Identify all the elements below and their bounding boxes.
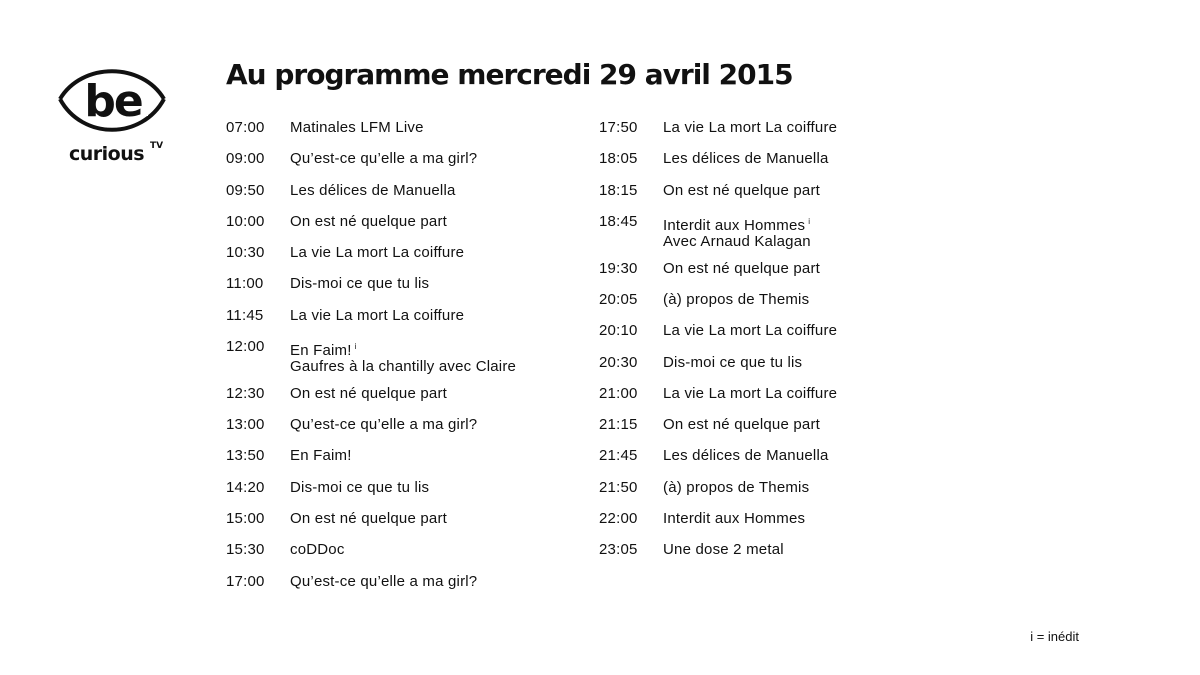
- entry-info: [663, 292, 809, 308]
- entry-info: [663, 120, 837, 136]
- entry-title: Les délices de Manuella: [663, 150, 829, 168]
- schedule-entry: [226, 308, 586, 339]
- entry-info: [290, 183, 456, 199]
- entry-title-line: [663, 120, 837, 136]
- entry-title: On est né quelque part: [663, 259, 821, 277]
- entry-time: 14:20: [226, 478, 265, 496]
- entry-title: La vie La mort La coiffure: [663, 384, 838, 402]
- entry-title: Interdit aux Hommes: [663, 510, 806, 528]
- entry-title-line: [290, 339, 516, 359]
- entry-info: [663, 448, 829, 464]
- logo-superscript: TV: [150, 141, 164, 151]
- schedule-entry: [226, 151, 586, 182]
- schedule-entry: [226, 480, 586, 511]
- entry-info: [663, 355, 802, 371]
- entry-title-line: [290, 574, 477, 590]
- entry-time: 13:00: [226, 416, 265, 434]
- entry-time: 11:45: [226, 306, 264, 324]
- entry-time: 18:15: [599, 181, 638, 199]
- schedule-entry: [226, 339, 586, 386]
- entry-title: La vie La mort La coiffure: [290, 306, 465, 324]
- entry-title-line: [290, 480, 429, 496]
- entry-info: [290, 542, 345, 558]
- entry-info: [290, 245, 464, 261]
- schedule-entry: [226, 417, 586, 448]
- entry-time: 23:05: [599, 541, 638, 559]
- entry-title: On est né quelque part: [290, 384, 448, 402]
- entry-time: 17:50: [599, 119, 638, 136]
- entry-info: [663, 511, 805, 527]
- entry-title: Les délices de Manuella: [663, 447, 829, 465]
- entry-title: Dis-moi ce que tu lis: [290, 478, 430, 496]
- new-episode-marker: i: [354, 342, 357, 352]
- entry-title-line: [663, 183, 820, 199]
- entry-title-line: [663, 511, 805, 527]
- entry-title-line: [663, 355, 802, 371]
- entry-title-line: [290, 542, 345, 558]
- entry-info: [663, 386, 837, 402]
- entry-title: On est né quelque part: [290, 510, 448, 528]
- entry-title-line: [663, 261, 820, 277]
- schedule-entry: [599, 120, 979, 151]
- entry-time: 10:30: [226, 244, 265, 262]
- entry-time: 21:00: [599, 384, 638, 402]
- entry-title-line: [290, 214, 447, 230]
- entry-time: 12:00: [226, 338, 265, 356]
- entry-time: 21:50: [599, 478, 638, 496]
- entry-title-line: [290, 120, 424, 136]
- entry-title-line: [290, 448, 352, 464]
- entry-info: [290, 339, 516, 375]
- schedule-entry: [226, 276, 586, 307]
- entry-time: 15:00: [226, 510, 265, 528]
- schedule-entry: [226, 511, 586, 542]
- schedule-entry: [599, 214, 979, 261]
- entry-info: [663, 542, 784, 558]
- entry-title-line: [290, 151, 477, 167]
- entry-info: [290, 480, 429, 496]
- entry-time: 12:30: [226, 384, 265, 402]
- entry-time: 09:00: [226, 150, 265, 168]
- entry-title: La vie La mort La coiffure: [290, 244, 465, 262]
- entry-title-line: [663, 417, 820, 433]
- entry-time: 18:45: [599, 212, 638, 230]
- entry-subtitle: Gaufres à la chantilly avec Claire: [290, 358, 517, 376]
- entry-title-line: [663, 151, 829, 167]
- entry-title: Dis-moi ce que tu lis: [663, 353, 803, 371]
- entry-info: [290, 120, 424, 136]
- entry-info: [663, 261, 820, 277]
- entry-time: 13:50: [226, 447, 265, 465]
- entry-info: [290, 448, 352, 464]
- entry-title: Une dose 2 metal: [663, 541, 784, 559]
- entry-time: 19:30: [599, 259, 638, 277]
- entry-title-line: [290, 276, 429, 292]
- entry-title: Dis-moi ce que tu lis: [290, 275, 430, 293]
- entry-title: Interdit aux Hommes: [663, 216, 806, 234]
- entry-title-line: [663, 542, 784, 558]
- schedule-entry: [599, 386, 979, 417]
- entry-info: [290, 574, 477, 590]
- entry-title-line: [290, 183, 456, 199]
- schedule-entry: [599, 292, 979, 323]
- entry-time: 07:00: [226, 119, 265, 136]
- page-title: Au programme mercredi 29 avril 2015: [226, 58, 793, 91]
- schedule-entry: [599, 448, 979, 479]
- entry-title: On est né quelque part: [663, 181, 821, 199]
- entry-time: 17:00: [226, 572, 265, 590]
- schedule-entry: [226, 542, 586, 573]
- schedule-entry: [599, 151, 979, 182]
- schedule-left-column: [226, 120, 586, 605]
- logo-subword: curious: [69, 143, 145, 165]
- logo-wordmark: be: [84, 76, 142, 127]
- entry-info: [290, 511, 447, 527]
- entry-info: [663, 151, 829, 167]
- schedule-entry: [226, 214, 586, 245]
- eye-icon: [58, 66, 168, 166]
- entry-info: [290, 308, 464, 324]
- entry-info: [663, 417, 820, 433]
- entry-time: 18:05: [599, 150, 638, 168]
- schedule-entry: [226, 386, 586, 417]
- entry-info: [663, 323, 837, 339]
- entry-time: 09:50: [226, 181, 265, 199]
- entry-title: (à) propos de Themis: [663, 478, 810, 496]
- schedule-entry: [226, 448, 586, 479]
- schedule-entry: [599, 480, 979, 511]
- entry-time: 22:00: [599, 510, 638, 528]
- schedule-entry: [599, 183, 979, 214]
- footnote: i = inédit: [1030, 629, 1079, 644]
- entry-time: 20:30: [599, 353, 638, 371]
- entry-title-line: [290, 511, 447, 527]
- entry-info: [663, 480, 809, 496]
- logo: [58, 66, 168, 166]
- schedule-entry: [226, 245, 586, 276]
- entry-title: Les délices de Manuella: [290, 181, 456, 199]
- entry-info: [663, 183, 820, 199]
- schedule-entry: [226, 574, 586, 605]
- entry-title: Qu’est-ce qu’elle a ma girl?: [290, 572, 478, 590]
- new-episode-marker: i: [808, 216, 811, 226]
- entry-title: coDDoc: [290, 541, 345, 559]
- entry-title-line: [290, 386, 447, 402]
- entry-title-line: [290, 245, 464, 261]
- schedule-right-column: [599, 120, 979, 574]
- schedule-entry: [599, 355, 979, 386]
- entry-title: (à) propos de Themis: [663, 290, 810, 308]
- entry-title: Matinales LFM Live: [290, 119, 424, 136]
- entry-info: [290, 276, 429, 292]
- entry-time: 10:00: [226, 212, 265, 230]
- entry-title: On est né quelque part: [290, 212, 448, 230]
- entry-subtitle: Avec Arnaud Kalagan: [663, 232, 811, 250]
- entry-title: Qu’est-ce qu’elle a ma girl?: [290, 150, 478, 168]
- entry-info: [290, 214, 447, 230]
- entry-info: [663, 214, 811, 250]
- schedule-entry: [599, 511, 979, 542]
- entry-title-line: [663, 480, 809, 496]
- entry-info: [290, 151, 477, 167]
- entry-title-line: [663, 214, 811, 234]
- schedule-entry: [226, 183, 586, 214]
- entry-title-line: [663, 292, 809, 308]
- entry-time: 20:05: [599, 290, 638, 308]
- entry-time: 11:00: [226, 275, 264, 293]
- entry-info: [290, 417, 477, 433]
- schedule-entry: [599, 542, 979, 573]
- entry-title-line: [663, 448, 829, 464]
- entry-title-line: [663, 323, 837, 339]
- entry-title-line: [290, 308, 464, 324]
- entry-info: [290, 386, 447, 402]
- entry-title: La vie La mort La coiffure: [663, 322, 838, 340]
- entry-title: Qu’est-ce qu’elle a ma girl?: [290, 416, 478, 434]
- schedule-entry: [599, 261, 979, 292]
- entry-time: 21:15: [599, 416, 638, 434]
- entry-title-line: [663, 386, 837, 402]
- entry-time: 20:10: [599, 322, 638, 340]
- entry-time: 15:30: [226, 541, 265, 559]
- entry-time: 21:45: [599, 447, 638, 465]
- entry-title: En Faim!: [290, 447, 352, 465]
- entry-title: On est né quelque part: [663, 416, 821, 434]
- schedule-entry: [226, 120, 586, 151]
- entry-title-line: [290, 417, 477, 433]
- schedule-entry: [599, 323, 979, 354]
- schedule-entry: [599, 417, 979, 448]
- entry-title: La vie La mort La coiffure: [663, 119, 838, 136]
- entry-title: En Faim!: [290, 342, 352, 360]
